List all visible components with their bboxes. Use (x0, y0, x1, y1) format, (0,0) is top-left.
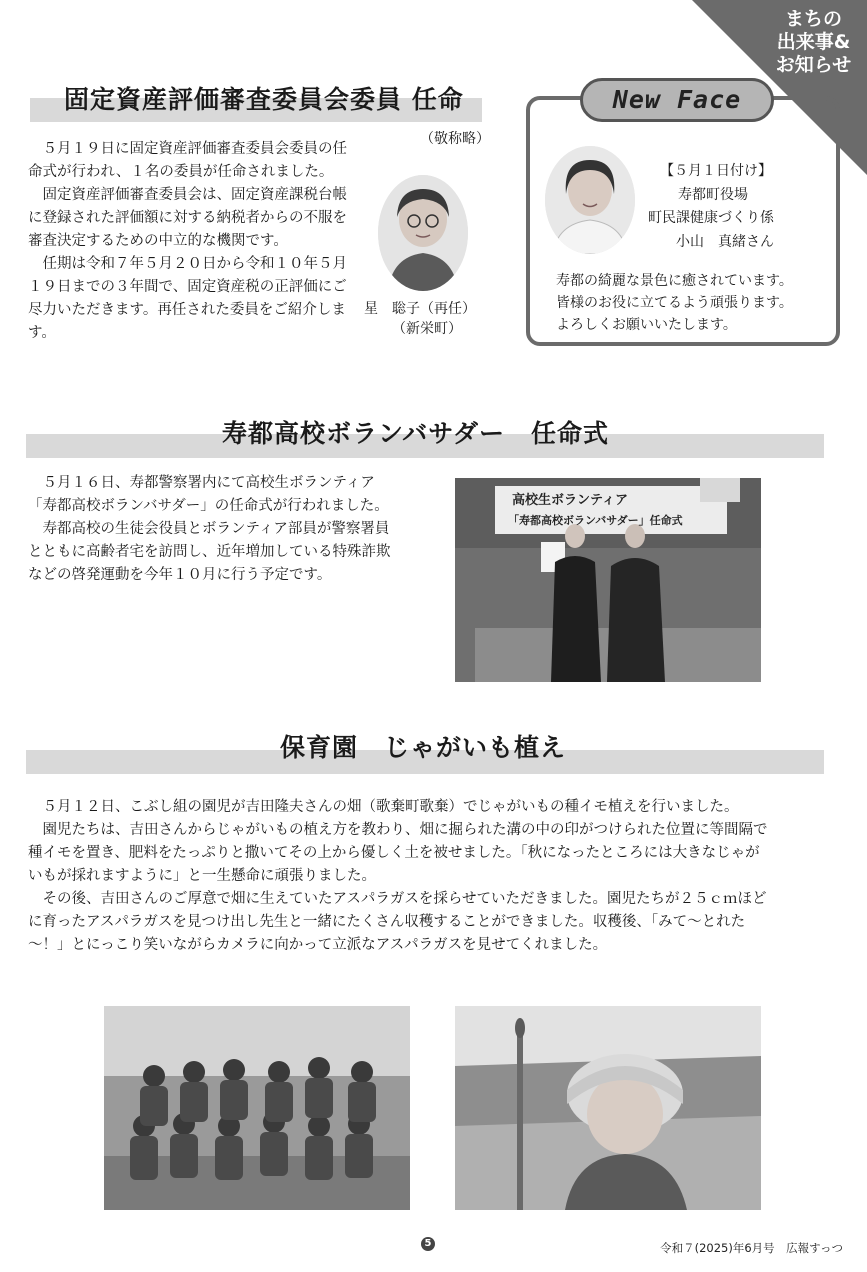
section1-paragraph: 固定資産評価審査委員会は、固定資産課税台帳に登録された評価額に対する納税者からの不服を審査決定するための中立的な機関です。 (28, 187, 347, 249)
issue-footer: 令和７(2025)年6月号 広報すっつ (660, 1241, 843, 1255)
photo-banner-line1: 高校生ボランティア (512, 493, 628, 508)
section3-heading: 保育園 じゃがいも植え (280, 733, 567, 762)
new-face-office: 寿都町役場 (678, 187, 748, 203)
new-face-message-line: 皆様のお役に立てるよう頑張ります。 (556, 295, 793, 311)
page-number: 5 (421, 1237, 435, 1251)
honorific-note: （敬称略） (420, 131, 490, 147)
section1-heading: 固定資産評価審査委員会委員 任命 (64, 85, 464, 114)
ambassador-photo (455, 478, 761, 682)
section2-heading: 寿都高校ボランバサダー 任命式 (222, 419, 610, 448)
section1-paragraph: 任期は令和７年５月２０日から令和１０年５月１９日までの３年間で、固定資産税の正評価にご尽力いただきます。再任された委員をご紹介します。 (28, 256, 347, 341)
new-face-message (556, 270, 831, 336)
section3-paragraph: その後、吉田さんのご厚意で畑に生えていたアスパラガスを採らせていただきました。園児たちが２５ｃｍほどに育ったアスパラガスを見つけ出し先生と一緒にたくさん収穫することができました。収穫後、「みて～とれた～！」とにっこり笑いながらカメラに向かって立派なアスパラガスを見せてくれました。 (28, 891, 767, 953)
member-name: 星 聡子（再任） (364, 301, 476, 317)
new-face-message-line: よろしくお願いいたします。 (556, 317, 737, 333)
corner-tab-label: まちの 出来事& お知らせ (775, 8, 852, 76)
section1-paragraph: ５月１９日に固定資産評価審査委員会委員の任命式が行われ、１名の委員が任命されました。 (28, 141, 347, 180)
new-face-date: 【５月１日付け】 (660, 163, 772, 179)
section2-body (28, 472, 394, 587)
member-area: （新栄町） (392, 321, 462, 337)
new-face-message-line: 寿都の綺麗な景色に癒されています。 (556, 273, 793, 289)
photo-banner-line2: 「寿都高校ボランバサダー」任命式 (508, 514, 683, 527)
new-face-portrait (545, 146, 635, 254)
section3-paragraph: ５月１２日、こぶし組の園児が吉田隆夫さんの畑（歌棄町歌棄）でじゃがいもの種イモ植えを行いました。 (28, 799, 739, 815)
section3-body (28, 796, 768, 957)
new-face-department: 町民課健康づくり係 (648, 210, 774, 226)
new-face-badge: New Face (580, 78, 774, 122)
section2-paragraph: ５月１６日、寿都警察署内にて高校生ボランティア「寿都高校ボランバサダー」の任命式が行われました。 (28, 475, 389, 514)
child-asparagus-photo (455, 1006, 761, 1210)
member-portrait (378, 175, 468, 291)
section2-paragraph: 寿都高校の生徒会役員とボランティア部員が警察署員とともに高齢者宅を訪問し、近年増加している特殊詐欺などの啓発運動を今年１０月に行う予定です。 (28, 521, 391, 583)
section3-paragraph: 園児たちは、吉田さんからじゃがいもの植え方を教わり、畑に掘られた溝の中の印がつけられた位置に等間隔で種イモを置き、肥料をたっぷりと撒いてその上から優しく土を被せました。「秋になったところには大きなじゃがいもが採れますように」と一生懸命に頑張りました。 (28, 822, 768, 884)
children-group-photo (104, 1006, 410, 1210)
section1-body (28, 138, 354, 345)
new-face-name: 小山 真緒さん (676, 234, 774, 250)
